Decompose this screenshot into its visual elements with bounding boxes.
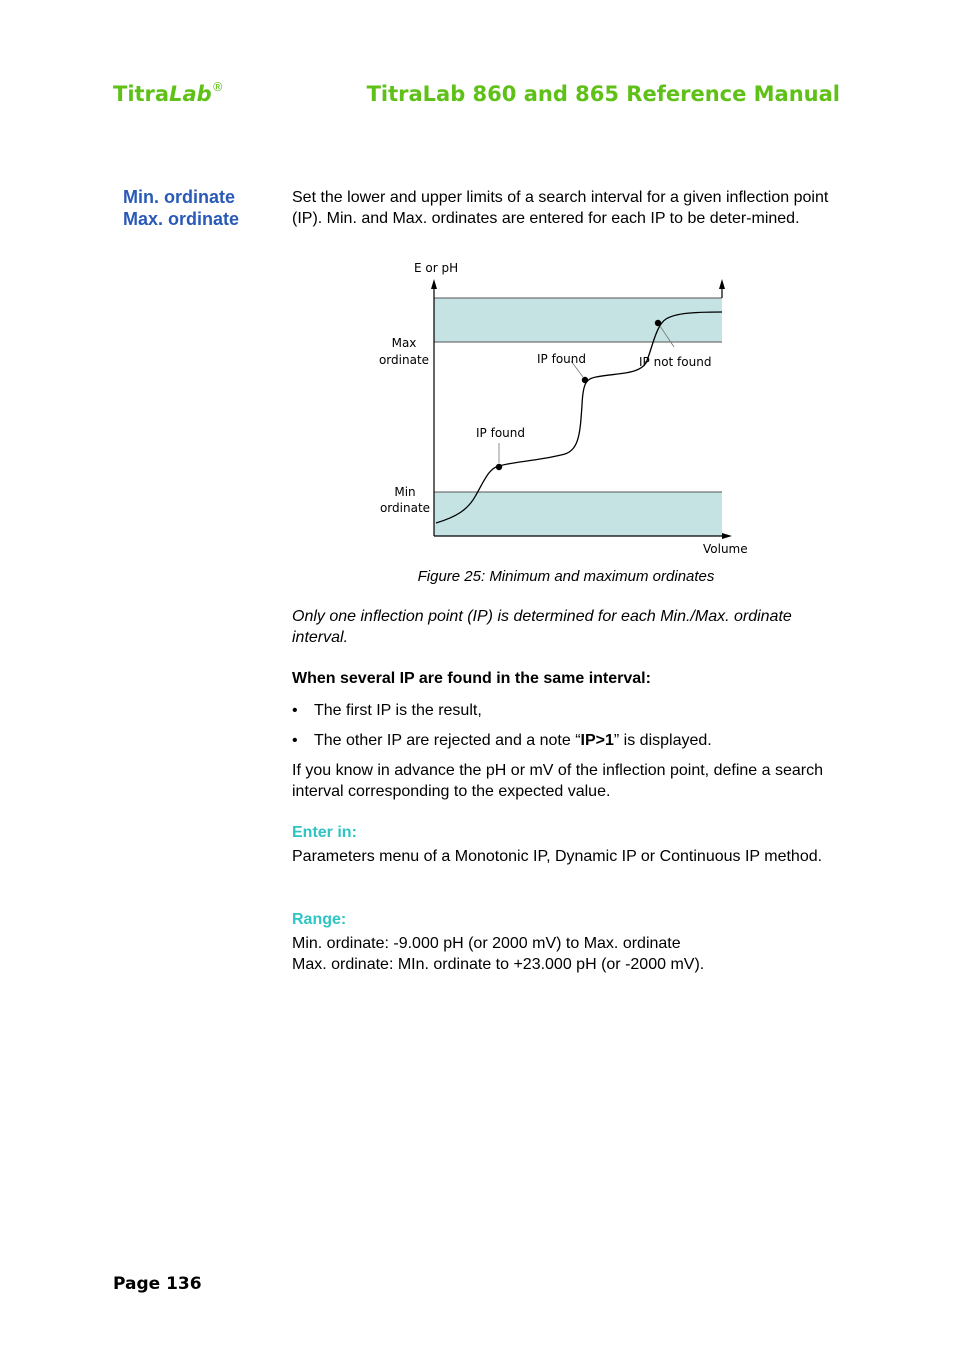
brand-prefix: Titra <box>113 82 170 106</box>
x-axis-arrow <box>722 533 732 539</box>
bullet-text-post: ” is displayed. <box>613 732 712 749</box>
figure-caption: Figure 25: Minimum and maximum ordinates <box>417 568 715 585</box>
range-line-1: Min. ordinate: -9.000 pH (or 2000 mV) to Max. ordinate <box>292 935 681 952</box>
note-paragraph: Only one inflection point (IP) is determined for each Min./Max. ordinate interval. <box>292 608 792 646</box>
min-band <box>434 492 722 536</box>
ip-found-upper-label: IP found <box>537 352 586 366</box>
min-ordinate-label-2: ordinate <box>379 501 431 515</box>
ip-point-not-found <box>655 320 661 326</box>
brand-italic: Lab <box>169 82 212 106</box>
enter-in-text: Parameters menu of a Monotonic IP, Dynamic IP or Continuous IP method. <box>292 848 823 865</box>
x-axis-label: Volume <box>703 542 748 556</box>
subheading: When several IP are found in the same interval: <box>292 670 651 687</box>
ip-point-upper <box>582 377 588 383</box>
bullet-symbol: • <box>292 702 298 719</box>
ip-point-lower <box>496 464 502 470</box>
advance-paragraph: If you know in advance the pH or mV of the inflection point, define a search interval corresponding to the expected value. <box>292 762 823 800</box>
right-axis-arrow <box>719 279 725 289</box>
range-text <box>292 933 840 975</box>
min-ordinate-label-1: Min <box>394 485 416 499</box>
brand-logo <box>113 82 224 106</box>
bullet-text: The first IP is the result, <box>314 702 482 719</box>
sidebar-line-min: Min. ordinate <box>123 187 235 207</box>
titration-curve <box>436 312 722 523</box>
range-line-2: Max. ordinate: MIn. ordinate to +23.000 pH (or -2000 mV). <box>292 956 705 973</box>
intro-paragraph: Set the lower and upper limits of a search interval for a given inflection point (IP). Min. and Max. ordinates are entered for each IP to be deter-mined. <box>292 189 829 227</box>
range-heading: Range: <box>292 911 347 928</box>
max-band <box>434 298 722 342</box>
bullet-text-pre: The other IP are rejected and a note “ <box>314 732 581 749</box>
max-ordinate-label-2: ordinate <box>378 353 430 367</box>
ip-not-found-label: IP not found <box>639 355 712 369</box>
brand-registered-mark: ® <box>211 80 224 94</box>
enter-in-heading: Enter in: <box>292 824 357 841</box>
section-sidebar-heading <box>123 186 239 230</box>
ordinate-figure <box>376 255 756 560</box>
ip-found-lower-label: IP found <box>476 426 525 440</box>
bullet-text-bold: IP>1 <box>580 732 614 749</box>
y-axis-label: E or pH <box>414 261 459 275</box>
max-ordinate-label-1: Max <box>391 336 417 350</box>
page-number: Page 136 <box>113 1274 202 1294</box>
manual-title: TitraLab 860 and 865 Reference Manual <box>366 82 840 106</box>
bullet-text <box>314 730 712 751</box>
bullet-symbol: • <box>292 732 298 749</box>
y-axis-arrow <box>431 279 437 289</box>
sidebar-line-max: Max. ordinate <box>123 209 240 229</box>
